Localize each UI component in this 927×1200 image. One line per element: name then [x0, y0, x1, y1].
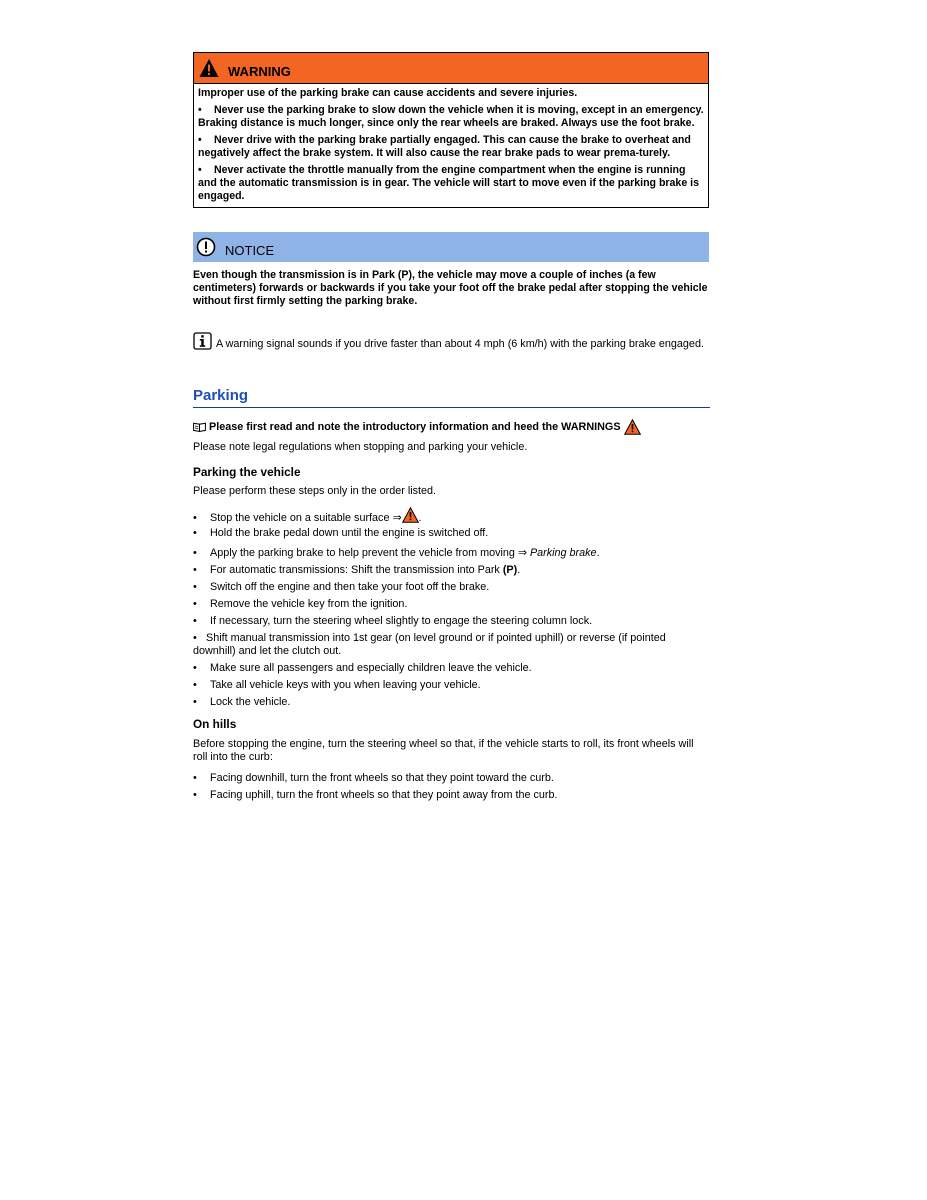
- list-item: • For automatic transmissions: Shift the transmission into Park (P).: [193, 564, 521, 576]
- warning-item: • Never drive with the parking brake partially engaged. This can cause the brake to overheat and negatively affect the brake system. It will also cause the rear brake pads to wear prema-turely.: [198, 134, 691, 159]
- intro-line: [193, 419, 709, 435]
- list-item: • Facing uphill, turn the front wheels so that they point away from the curb.: [193, 789, 558, 801]
- list-item: • If necessary, turn the steering wheel slightly to engage the steering column lock.: [193, 615, 593, 627]
- warning-item: • Never use the parking brake to slow down the vehicle when it is moving, except in an emergency. Braking distance is much longer, since only the rear wheels are braked. Always use the foot brake.: [198, 104, 704, 129]
- legal-note: Please note legal regulations when stopping and parking your vehicle.: [193, 441, 528, 453]
- subheading-on-hills: On hills: [193, 717, 237, 731]
- warning-body: [194, 84, 708, 207]
- bullet: •: [193, 662, 197, 674]
- warning-box: [193, 52, 709, 208]
- bullet: •: [193, 527, 197, 539]
- bullet: •: [198, 134, 202, 146]
- hills-list: [193, 772, 709, 802]
- info-note-text: A warning signal sounds if you drive faster than about 4 mph (6 km/h) with the parking brake engaged.: [216, 338, 704, 350]
- bullet: •: [193, 615, 197, 627]
- parking-brake-link[interactable]: Parking brake: [529, 547, 597, 559]
- list-item: • Switch off the engine and then take your foot off the brake.: [193, 581, 490, 593]
- list-item: • Apply the parking brake to help prevent the vehicle from moving ⇒ Parking brake.: [193, 547, 600, 559]
- subheading-parking-vehicle: Parking the vehicle: [193, 465, 301, 479]
- hills-text: Before stopping the engine, turn the steering wheel so that, if the vehicle starts to roll, its front wheels will roll into the curb:: [193, 738, 694, 763]
- intro-text: Please first read and note the introductory information and heed the WARNINGS: [209, 421, 621, 433]
- warning-triangle-icon: [199, 58, 219, 78]
- list-item: • Remove the vehicle key from the ignition.: [193, 598, 408, 610]
- warning-item: • Never activate the throttle manually from the engine compartment when the engine is running and the automatic transmission is in gear. The vehicle will start to move even if the parking brake is engaged.: [198, 164, 699, 202]
- list-item: • Facing downhill, turn the front wheels so that they point toward the curb.: [193, 772, 554, 784]
- notice-title: NOTICE: [225, 242, 275, 258]
- bullet: •: [193, 598, 197, 610]
- info-note: [193, 332, 709, 351]
- bullet: •: [193, 512, 197, 524]
- book-icon: [193, 422, 206, 432]
- list-item: • Take all vehicle keys with you when leaving your vehicle.: [193, 679, 481, 691]
- bullet: •: [198, 164, 202, 176]
- warning-title: WARNING: [228, 63, 291, 79]
- bullet: •: [193, 581, 197, 593]
- warning-triangle-icon: [402, 507, 419, 523]
- bullet: •: [193, 632, 197, 644]
- notice-header: [193, 232, 709, 262]
- order-note: Please perform these steps only in the order listed.: [193, 485, 437, 497]
- list-item: • Make sure all passengers and especially children leave the vehicle.: [193, 662, 532, 674]
- manual-page: [193, 52, 709, 806]
- parking-steps: [193, 507, 709, 709]
- list-item: • Lock the vehicle.: [193, 696, 291, 708]
- bullet: •: [198, 104, 202, 116]
- bullet: •: [193, 772, 197, 784]
- exclamation-circle-icon: [196, 237, 216, 257]
- bullet: •: [193, 696, 197, 708]
- section-title-parking: Parking: [193, 387, 710, 408]
- notice-text: Even though the transmission is in Park (P), the vehicle may move a couple of inches (a few centimeters) forwards or backwards if you take your foot off the brake pedal after stopping the vehicle without first firmly setting the parking brake.: [193, 269, 708, 307]
- bullet: •: [193, 547, 197, 559]
- list-item: • Shift manual transmission into 1st gear (on level ground or if pointed uphill) or reverse (if pointed downhill) and let the clutch out.: [193, 632, 666, 657]
- list-item: • Hold the brake pedal down until the engine is switched off.: [193, 527, 489, 539]
- warning-triangle-icon: [624, 419, 641, 435]
- warning-lead: Improper use of the parking brake can cause accidents and severe injuries.: [198, 87, 578, 99]
- list-item: • Stop the vehicle on a suitable surface ⇒ .: [193, 507, 709, 525]
- warning-header: [194, 53, 708, 84]
- info-icon: [193, 332, 212, 350]
- bullet: •: [193, 564, 197, 576]
- bullet: •: [193, 679, 197, 691]
- bullet: •: [193, 789, 197, 801]
